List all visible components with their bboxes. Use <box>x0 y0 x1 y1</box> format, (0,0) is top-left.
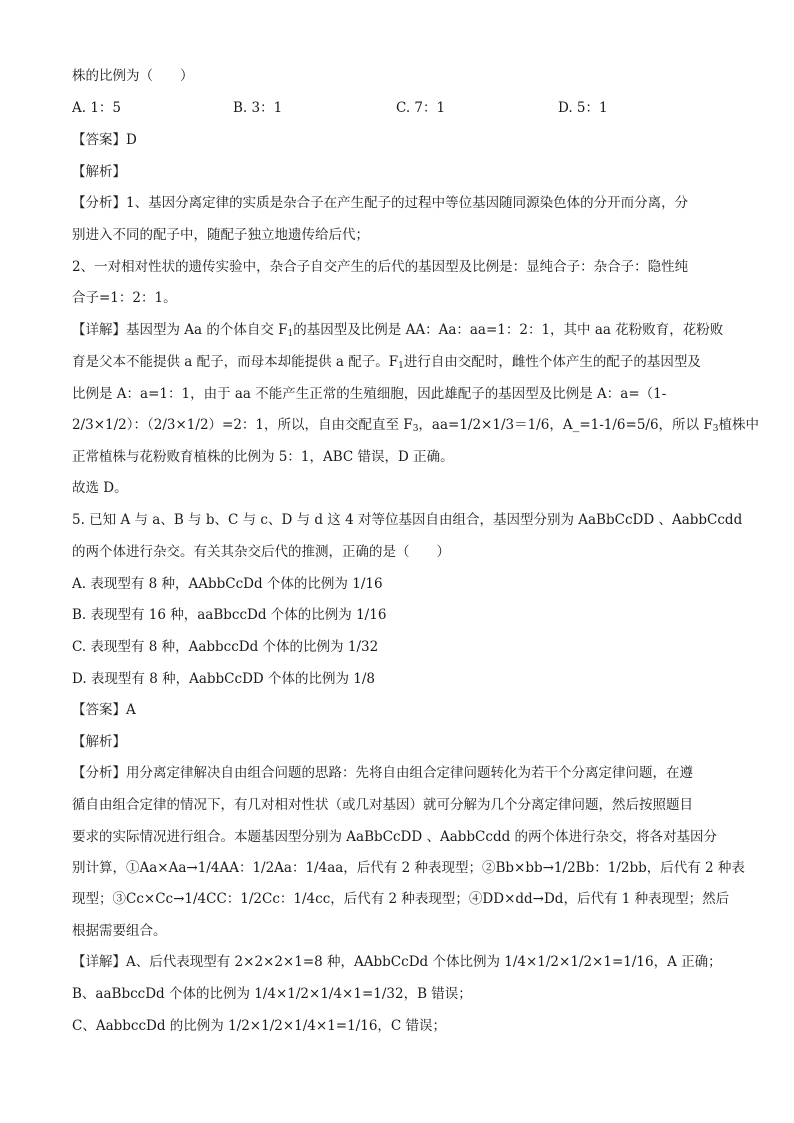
q5-detail-line-1: 【详解】A、后代表现型有 2×2×2×1=8 种，AAbbCcDd 个体比例为 1/4×1/2×1/2×1=1/16，A 正确； <box>72 954 722 970</box>
q5-analysis-line-3: 要求的实际情况进行组合。本题基因型分别为 AaBbCcDD 、AabbCcdd 的两个体进行杂交，将各对基因分 <box>72 829 718 845</box>
q4-answer: 【答案】D <box>72 132 137 148</box>
q5-option-a: A. 表现型有 8 种，AAbbCcDd 个体的比例为 1/16 <box>72 576 383 592</box>
q5-analysis-line-6: 根据需要组合。 <box>72 923 167 939</box>
q4-detail-2b: 进行自由交配时，雌性个体产生的配子的基因型及 <box>403 354 701 370</box>
q5-jiexi-heading: 【解析】 <box>72 734 126 750</box>
subscript: 1 <box>398 361 404 371</box>
q4-detail-line-4 <box>72 415 759 435</box>
q5-analysis-line-4: 别计算，①Aa×Aa→1/4AA：1/2Aa：1/4aa，后代有 2 种表现型；②Bb×bb→1/2Bb：1/2bb，后代有 2 种表 <box>72 860 745 876</box>
q4-detail-4a: 2/3×1/2）：（2/3×1/2）=2：1，所以，自由交配直至 F <box>72 417 413 433</box>
q5-analysis-line-1: 【分析】用分离定律解决自由组合问题的思路：先将自由组合定律问题转化为若干个分离定律问题，在遵 <box>72 765 693 781</box>
q4-analysis-line-1: 【分析】1、基因分离定律的实质是杂合子在产生配子的过程中等位基因随同源染色体的分开而分离，分 <box>72 195 689 211</box>
q4-detail-line-2 <box>72 352 732 372</box>
q4-detail-2a: 育是父本不能提供 a 配子，而母本却能提供 a 配子。F <box>72 354 399 370</box>
q5-detail-line-3: C、AabbccDd 的比例为 1/2×1/2×1/4×1=1/16，C 错误； <box>72 1018 447 1034</box>
q4-option-c: C. 7：1 <box>396 100 446 116</box>
q4-analysis-line-3: 2、一对相对性状的遗传实验中，杂合子自交产生的后代的基因型及比例是：显纯合子：杂合子：隐性纯 <box>72 259 689 275</box>
q4-choose: 故选 D。 <box>72 480 128 496</box>
q4-detail-line-3: 比例是 A：a=1：1，由于 aa 不能产生正常的生殖细胞，因此雄配子的基因型及比例是 A：a=（1- <box>72 386 667 402</box>
subscript: 1 <box>287 329 294 339</box>
q4-analysis-line-4: 合子=1：2：1。 <box>72 290 177 306</box>
q4-detail-line-5: 正常植株与花粉败育植株的比例为 5：1，ABC 错误，D 正确。 <box>72 449 454 465</box>
q5-analysis-line-2: 循自由组合定律的情况下，有几对相对性状（或几对基因）就可分解为几个分离定律问题，然后按照题目 <box>72 797 693 813</box>
q5-detail-line-2: B、aaBbccDd 个体的比例为 1/4×1/2×1/4×1=1/32，B 错误； <box>72 986 472 1002</box>
q4-option-b: B. 3：1 <box>233 100 283 116</box>
q4-detail-1a: 【详解】基因型为 Aa 的个体自交 F <box>72 322 288 338</box>
q4-option-d: D. 5：1 <box>558 100 608 116</box>
q4-analysis-line-2: 别进入不同的配子中，随配子独立地遗传给后代； <box>72 227 369 243</box>
q5-option-c: C. 表现型有 8 种，AabbccDd 个体的比例为 1/32 <box>72 639 379 655</box>
q5-stem-line-1: 5. 已知 A 与 a、B 与 b、C 与 c、D 与 d 这 4 对等位基因自由组合，基因型分别为 AaBbCcDD 、AabbCcdd <box>72 512 743 528</box>
q4-detail-4b: ，aa=1/2×1/3＝1/6，A_=1-1/6=5/6，所以 F <box>418 417 713 433</box>
q5-stem-line-2: 的两个体进行杂交。有关其杂交后代的推测，正确的是（ ） <box>72 544 450 560</box>
q4-detail-1b: 的基因型及比例是 AA：Aa：aa=1：2：1，其中 aa 花粉败育，花粉败 <box>293 322 724 338</box>
q4-stem-tail: 株的比例为（ ） <box>72 68 194 84</box>
q4-detail-line-1 <box>72 320 732 340</box>
q4-option-a: A. 1：5 <box>72 100 122 116</box>
q4-detail-4c: 植株中 <box>718 417 759 433</box>
subscript: 3 <box>712 424 719 434</box>
q4-jiexi-heading: 【解析】 <box>72 164 126 180</box>
q5-answer: 【答案】A <box>72 702 136 718</box>
subscript: 3 <box>412 424 419 434</box>
q5-analysis-line-5: 现型；③Cc×Cc→1/4CC：1/2Cc：1/4cc，后代有 2 种表现型；④DD×dd→Dd，后代有 1 种表现型；然后 <box>72 891 730 907</box>
q5-option-d: D. 表现型有 8 种，AabbCcDD 个体的比例为 1/8 <box>72 671 376 687</box>
q5-option-b: B. 表现型有 16 种，aaBbccDd 个体的比例为 1/16 <box>72 607 387 623</box>
